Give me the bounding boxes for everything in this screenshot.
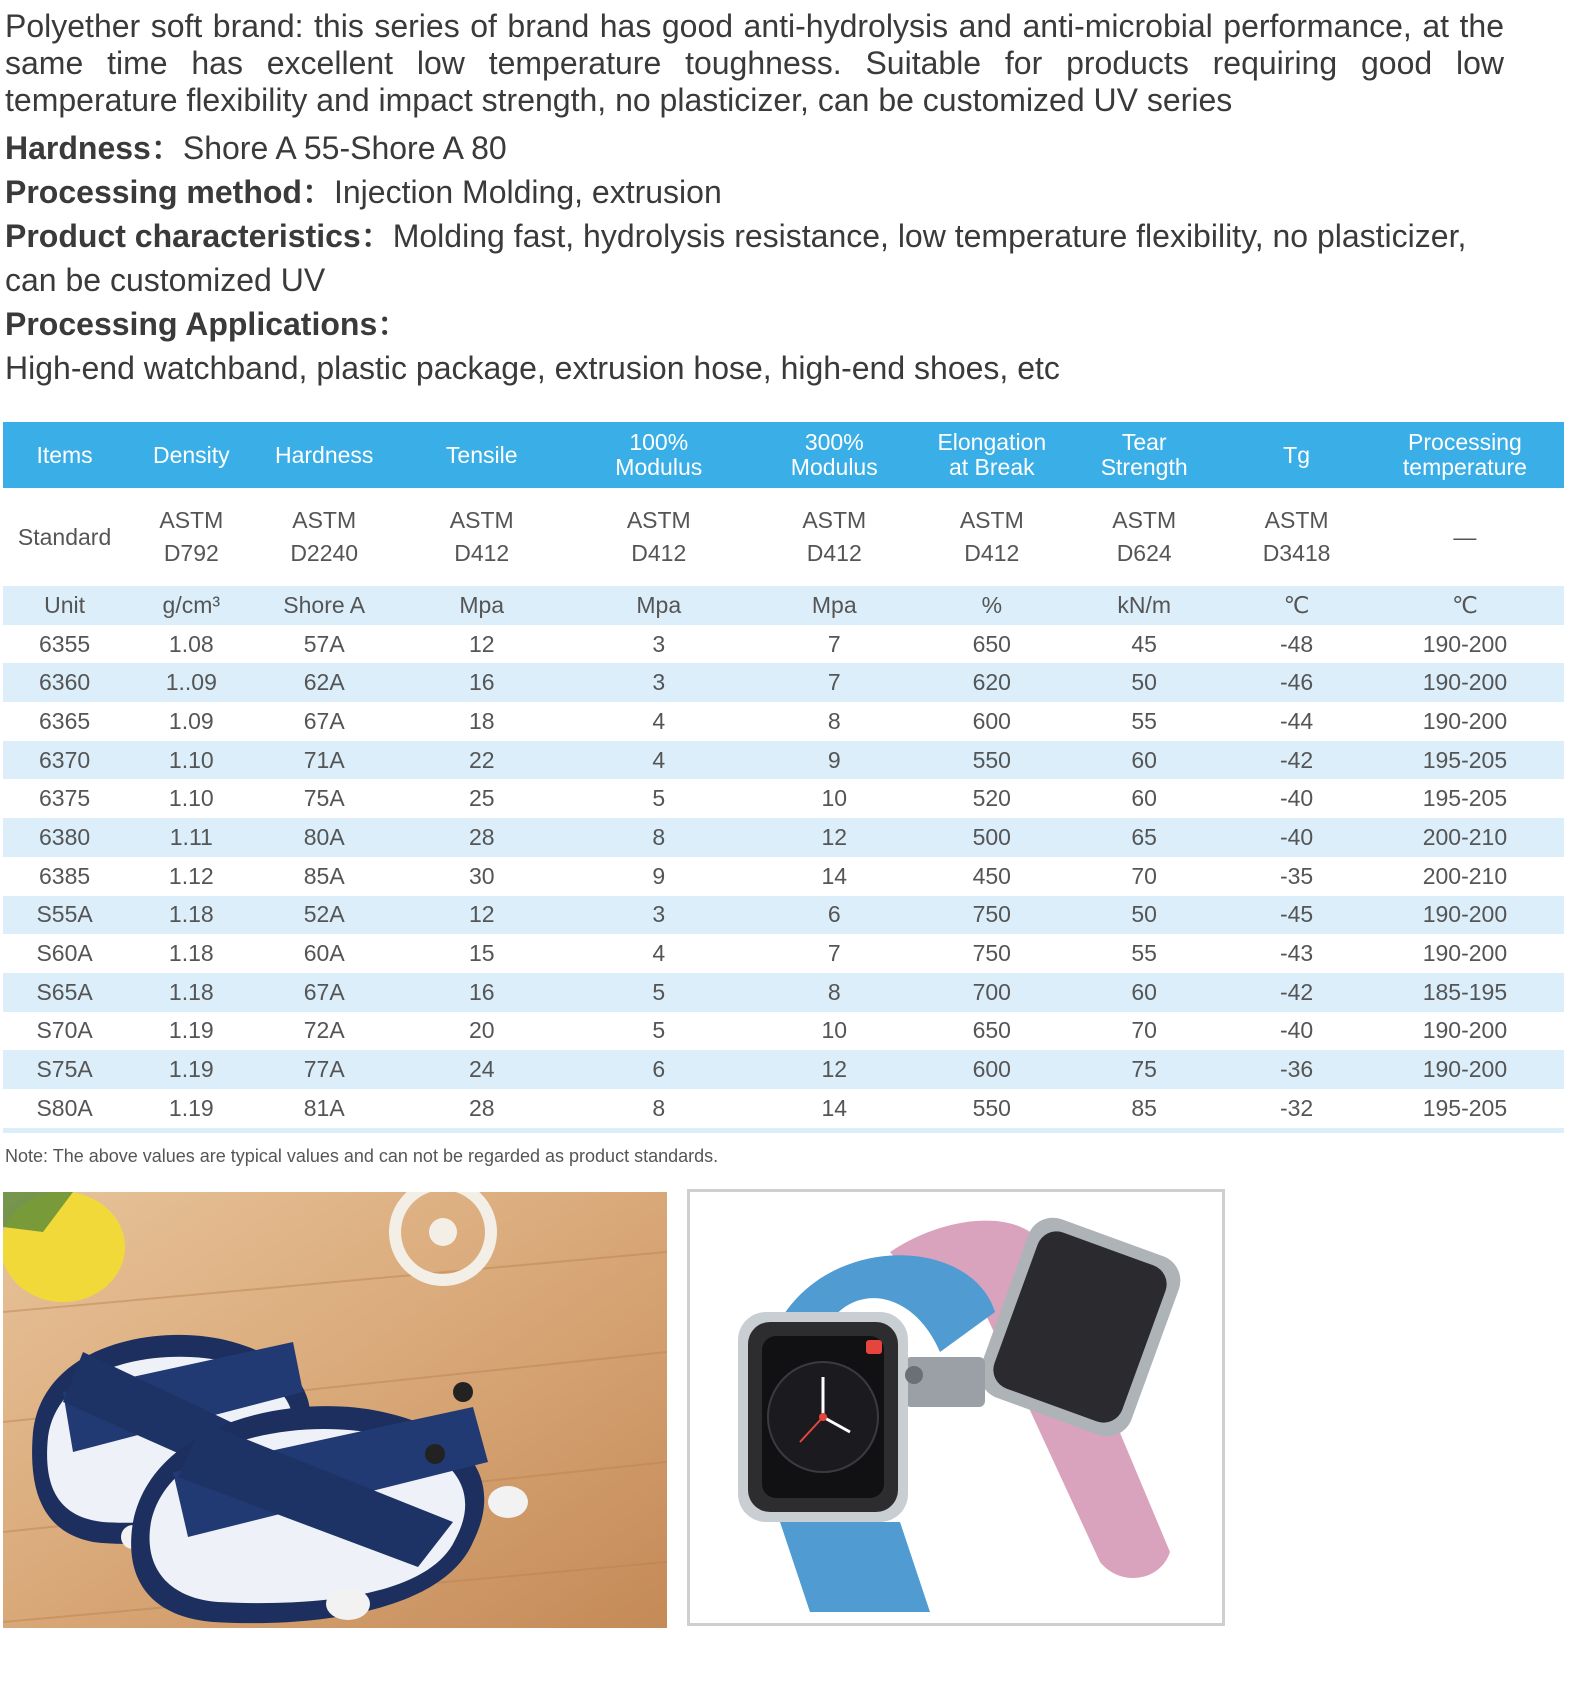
table-header-row [3,422,1564,488]
table-cell: 50 [1061,663,1227,702]
table-cell: 1..09 [126,663,256,702]
table-cell: 24 [392,1050,572,1089]
table-cell [572,488,746,586]
table-cell: 70 [1131,1017,1157,1044]
applications-value: High-end watchband, plastic package, extrusion hose, high-end shoes, etc [5,350,1060,386]
table-cell [1061,488,1227,586]
table-cell: 1.18 [126,973,256,1012]
cell-text: D624 [1116,540,1172,566]
table-cell [392,488,572,586]
table-cell: 71A [256,741,391,780]
table-cell: -42 [1227,973,1366,1012]
table-cell: 8 [572,1089,746,1130]
table-cell: 77A [256,1050,391,1089]
table-cell: ℃ [1366,586,1564,625]
table-cell: 450 [972,862,1011,889]
table-row [3,741,1564,780]
cell-text: ASTM [449,507,514,533]
table-cell: 67A [303,707,345,734]
table-cell: -48 [1279,630,1314,657]
table-cell: 750 [923,896,1062,935]
column-header [1061,422,1227,488]
table-cell: 620 [923,663,1062,702]
table-cell: 65 [1061,818,1227,857]
cell-text: D412 [964,540,1020,566]
table-cell: Mpa [572,586,746,625]
column-header [256,422,391,488]
table-cell: 8 [746,973,923,1012]
table-cell: S55A [3,896,126,935]
table-cell: 6375 [38,785,91,812]
table-cell: 62A [256,663,391,702]
cell-text: D792 [163,540,219,566]
table-cell: -45 [1227,896,1366,935]
table-cell: 200-210 [1366,818,1564,857]
table-row [3,663,1564,702]
cell-text: D2240 [290,540,359,566]
table-cell: 8 [572,818,746,857]
table-cell: 1.18 [126,896,256,935]
table-cell: 10 [821,785,848,812]
column-header [746,422,923,488]
table-cell: -40 [1279,1017,1314,1044]
table-cell: 1.19 [126,1050,256,1089]
table-cell: 650 [972,1017,1011,1044]
table-cell: -40 [1279,785,1314,812]
column-header-text: 100% [629,429,689,455]
table-cell: 6385 [38,862,91,889]
table-cell: 1.18 [168,940,214,967]
processing-method-value: Injection Molding, extrusion [333,174,722,210]
column-header [1227,422,1366,488]
table-row [3,934,1564,973]
cell-text: ASTM [1264,507,1329,533]
column-header-text: temperature [1402,454,1527,480]
table-cell: 70 [1131,862,1157,889]
table-cell: 85A [303,862,345,889]
cell-text: ASTM [802,507,867,533]
table-cell: 6 [572,1050,746,1089]
table-cell: 190-200 [1422,630,1508,657]
characteristics-value: Molding fast, hydrolysis resistance, low temperature flexibility, no plasticizer, can be customized UV [5,218,1467,298]
table-row [3,779,1564,818]
table-row [3,625,1564,664]
table-cell [3,488,126,586]
table-cell: 550 [923,1089,1062,1130]
column-header [392,422,572,488]
table-cell: 190-200 [1422,707,1508,734]
hardness-label: Hardness： [5,130,183,166]
table-cell: 1.09 [168,707,214,734]
table-cell: 9 [746,741,923,780]
table-cell: 28 [392,818,572,857]
column-header [1366,422,1564,488]
table-cell: 4 [572,741,746,780]
spec-applications [5,302,1525,346]
table-cell: 12 [392,896,572,935]
column-header-text: Density [152,441,230,468]
cell-text: D3418 [1262,540,1331,566]
cell-text: ASTM [626,507,691,533]
table-cell: 6 [746,896,923,935]
table-cell: 195-205 [1366,1089,1564,1130]
table-cell: 25 [468,785,495,812]
column-header-text: Hardness [274,441,374,468]
table-row [3,818,1564,857]
table-cell: 80A [256,818,391,857]
column-header-text: Tensile [445,441,518,468]
table-cell: 1.12 [168,862,214,889]
sandals-photo [3,1192,667,1628]
table-cell: 22 [392,741,572,780]
spec-applications-value [5,346,1525,390]
table-cell [923,488,1062,586]
unit-row [3,586,1564,625]
column-header-text: Tg [1283,441,1310,468]
table-cell: 15 [468,940,495,967]
table-cell: 7 [746,663,923,702]
table-cell: 520 [972,785,1011,812]
table-cell: S75A [3,1050,126,1089]
cell-text: D412 [631,540,687,566]
table-cell: 190-200 [1366,663,1564,702]
table-cell [746,488,923,586]
table-cell: 200-210 [1422,862,1508,889]
table-cell: % [923,586,1062,625]
column-header-text: Items [36,441,93,468]
table-row [3,1050,1564,1089]
table-cell: S80A [3,1089,126,1130]
table-cell: 1.19 [126,1089,256,1130]
table-cell: -46 [1227,663,1366,702]
table-cell: Mpa [746,586,923,625]
spec-hardness [5,126,1525,170]
table-row [3,973,1564,1012]
table-cell: 1.10 [126,741,256,780]
column-header-text: Strength [1100,454,1188,480]
table-cell: 12 [746,818,923,857]
table-cell: 55 [1131,707,1157,734]
table-cell: 67A [256,973,391,1012]
table-cell: 72A [303,1017,345,1044]
column-header-text: at Break [948,454,1035,480]
table-cell: 600 [923,1050,1062,1089]
properties-table [3,422,1564,1133]
table-cell: 60 [1061,741,1227,780]
table-cell [126,488,256,586]
table-cell: -44 [1279,707,1314,734]
table-cell: 4 [652,940,666,967]
cell-text: Standard [17,523,112,550]
table-cell: -42 [1227,741,1366,780]
table-cell: 6365 [38,707,91,734]
table-cell: 28 [392,1089,572,1130]
table-cell: 45 [1131,630,1157,657]
table-cell: 60 [1131,785,1157,812]
table-cell: 195-205 [1366,741,1564,780]
table-cell: S60A [36,940,93,967]
spec-characteristics [5,214,1525,302]
column-header-text: Elongation [937,429,1047,455]
table-cell: -36 [1227,1050,1366,1089]
table-row [3,702,1564,741]
table-cell: 20 [468,1017,495,1044]
table-cell: 75 [1061,1050,1227,1089]
table-cell: 600 [972,707,1011,734]
table-cell: 8 [827,707,841,734]
table-row [3,857,1564,896]
table-cell: 16 [392,973,572,1012]
column-header [572,422,746,488]
hardness-value: Shore A 55-Shore A 80 [182,130,507,166]
table-row [3,1012,1564,1051]
table-cell: 190-200 [1366,1050,1564,1089]
table-cell: 3 [572,896,746,935]
table-cell: 6360 [3,663,126,702]
table-cell: 190-200 [1422,1017,1508,1044]
cell-text: D412 [806,540,862,566]
spec-processing-method [5,170,1525,214]
table-cell [1227,488,1366,586]
table-cell: Unit [3,586,126,625]
table-cell: 6370 [3,741,126,780]
table-cell: 12 [468,630,495,657]
table-cell: 1.10 [168,785,214,812]
smartwatch-illustration [690,1192,1222,1623]
table-row [3,1089,1564,1130]
column-header [923,422,1062,488]
column-header-text: 300% [804,429,864,455]
table-cell: 57A [303,630,345,657]
processing-method-label: Processing method： [5,174,334,210]
table-cell: 650 [972,630,1011,657]
cell-text: ASTM [159,507,224,533]
column-header [3,422,126,488]
table-cell: 60A [303,940,345,967]
table-cell: 750 [972,940,1011,967]
cell-text: D412 [454,540,510,566]
column-header-text: Tear [1121,429,1167,455]
table-cell: Mpa [392,586,572,625]
table-cell: 550 [923,741,1062,780]
table-cell: 1.08 [168,630,214,657]
table-cell: 14 [821,862,848,889]
table-cell: ℃ [1227,586,1366,625]
table-cell: 60 [1061,973,1227,1012]
table-cell: 5 [652,1017,666,1044]
cell-text: — [1453,523,1477,550]
table-cell: -35 [1279,862,1314,889]
table-cell: S70A [36,1017,93,1044]
table-cell: -32 [1227,1089,1366,1130]
table-cell: 81A [256,1089,391,1130]
table-cell: 1.11 [126,818,256,857]
table-cell: 190-200 [1422,940,1508,967]
table-cell: 52A [256,896,391,935]
table-cell: 3 [572,663,746,702]
table-cell: Shore A [256,586,391,625]
intro-paragraph: Polyether soft brand: this series of brand has good anti-hydrolysis and anti-microbial performance, at the same time has excellent low temperature toughness. Suitable for products requiring good low temperature flexibility and impact strength, no plasticizer, can be customized UV series [5,8,1504,118]
cell-text: ASTM [292,507,357,533]
table-cell: 5 [652,785,666,812]
cell-text: ASTM [1112,507,1177,533]
applications-label: Processing Applications： [5,306,410,342]
table-cell: S65A [3,973,126,1012]
column-header-text: Modulus [790,454,878,480]
column-header [126,422,256,488]
table-cell: -43 [1279,940,1314,967]
table-cell: 700 [923,973,1062,1012]
table-cell: 12 [746,1050,923,1089]
table-cell: 6355 [38,630,91,657]
table-cell: 55 [1131,940,1157,967]
table-cell: -40 [1227,818,1366,857]
table-cell: 195-205 [1422,785,1508,812]
column-header-text: Processing [1408,429,1522,455]
table-cell: 6380 [3,818,126,857]
table-cell: 50 [1061,896,1227,935]
table-row [3,896,1564,935]
table-cell: 16 [392,663,572,702]
table-cell: 75A [303,785,345,812]
table-cell: 7 [827,940,841,967]
cell-text: ASTM [959,507,1024,533]
table-cell: 7 [827,630,841,657]
table-cell: 18 [468,707,495,734]
table-cell: 9 [652,862,666,889]
table-cell: 85 [1061,1089,1227,1130]
table-cell: 1.19 [168,1017,214,1044]
characteristics-label: Product characteristics： [5,218,393,254]
table-cell: 185-195 [1366,973,1564,1012]
table-cell: 10 [821,1017,848,1044]
standard-row [3,488,1564,586]
table-cell: 190-200 [1366,896,1564,935]
table-cell [1366,488,1564,586]
table-cell: 14 [746,1089,923,1130]
sandals-illustration [3,1192,667,1628]
table-cell [256,488,391,586]
footnote: Note: The above values are typical values and can not be regarded as product standards. [5,1146,719,1166]
table-cell: 4 [652,707,666,734]
column-header-text: Modulus [615,454,703,480]
watchband-photo [687,1189,1225,1626]
table-cell: 30 [468,862,495,889]
table-cell: 3 [652,630,666,657]
table-cell: 500 [923,818,1062,857]
table-cell: kN/m [1061,586,1227,625]
table-cell: 5 [572,973,746,1012]
table-cell: g/cm³ [126,586,256,625]
